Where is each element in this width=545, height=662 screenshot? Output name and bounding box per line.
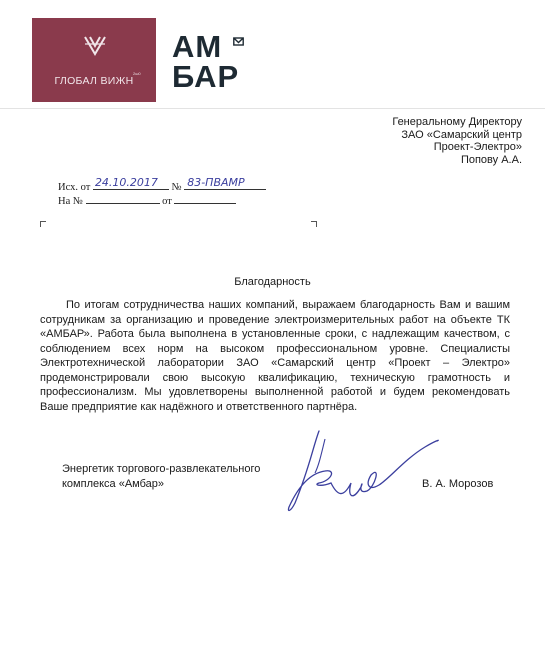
addressee-line: Попову А.А.: [460, 153, 522, 166]
addressee-line: ЗАО «Самарский центр: [401, 128, 522, 141]
ambar-brand: [172, 29, 240, 94]
outgoing-reference: [58, 176, 266, 193]
addressee-line: Генеральному Директору: [392, 116, 522, 128]
in-number-blank: [86, 194, 160, 204]
out-number-label: №: [171, 182, 182, 193]
signer-position-line: Энергетик торгового-развлекательного: [62, 463, 261, 475]
signer-name: В. А. Морозов: [422, 478, 494, 490]
in-date-label: от: [162, 196, 172, 207]
in-date-blank: [174, 194, 236, 204]
brand-line-2: БАР: [172, 59, 240, 94]
header-divider: [0, 108, 545, 109]
envelope-icon: [233, 36, 244, 47]
address-corner-right: [311, 221, 317, 227]
incoming-reference: [58, 194, 236, 207]
letter-body: По итогам сотрудничества наших компаний, выражаем благодарность Вам и вашим сотрудникам за организацию и проведение электроизмерительных работ на объекте ТК «АМБАР». Работа была выполнена в установленные сроки, с надлежащим качеством, с соблюдением всех норм на высоком профессиональном уровне. Специалисты Электротехнической лаборатории ЗАО «Самарский центр «Проект – Электро» продемонстрировали свою высокую квалификацию, техническую грамотность и профессионализм. Мы удовлетворены выполненной работой и будем рекомендовать Ваше предприятие как надёжного и ответственного партнёра.: [40, 299, 510, 413]
logo-name: ГЛОБАЛ ВИЖН: [54, 75, 134, 87]
handwritten-signature: [285, 425, 445, 517]
addressee-line: Проект-Электро»: [433, 141, 522, 153]
signer-position-line: комплекса «Амбар»: [62, 478, 165, 490]
logo-emblem-icon: [84, 36, 106, 56]
out-label: Исх. от: [58, 182, 91, 193]
brand-line-1: АМ: [172, 29, 223, 64]
letter-title: Благодарность: [234, 276, 311, 288]
address-corner-left: [40, 221, 46, 227]
out-number: 83-ПВАМР: [187, 176, 245, 189]
addressee-block: [392, 116, 522, 166]
signer-position: [62, 462, 292, 492]
globalvision-logo: [32, 18, 156, 102]
in-number-label: На №: [58, 196, 83, 207]
logo-superscript: 2ш0: [133, 71, 141, 76]
out-date: 24.10.2017: [94, 176, 158, 189]
